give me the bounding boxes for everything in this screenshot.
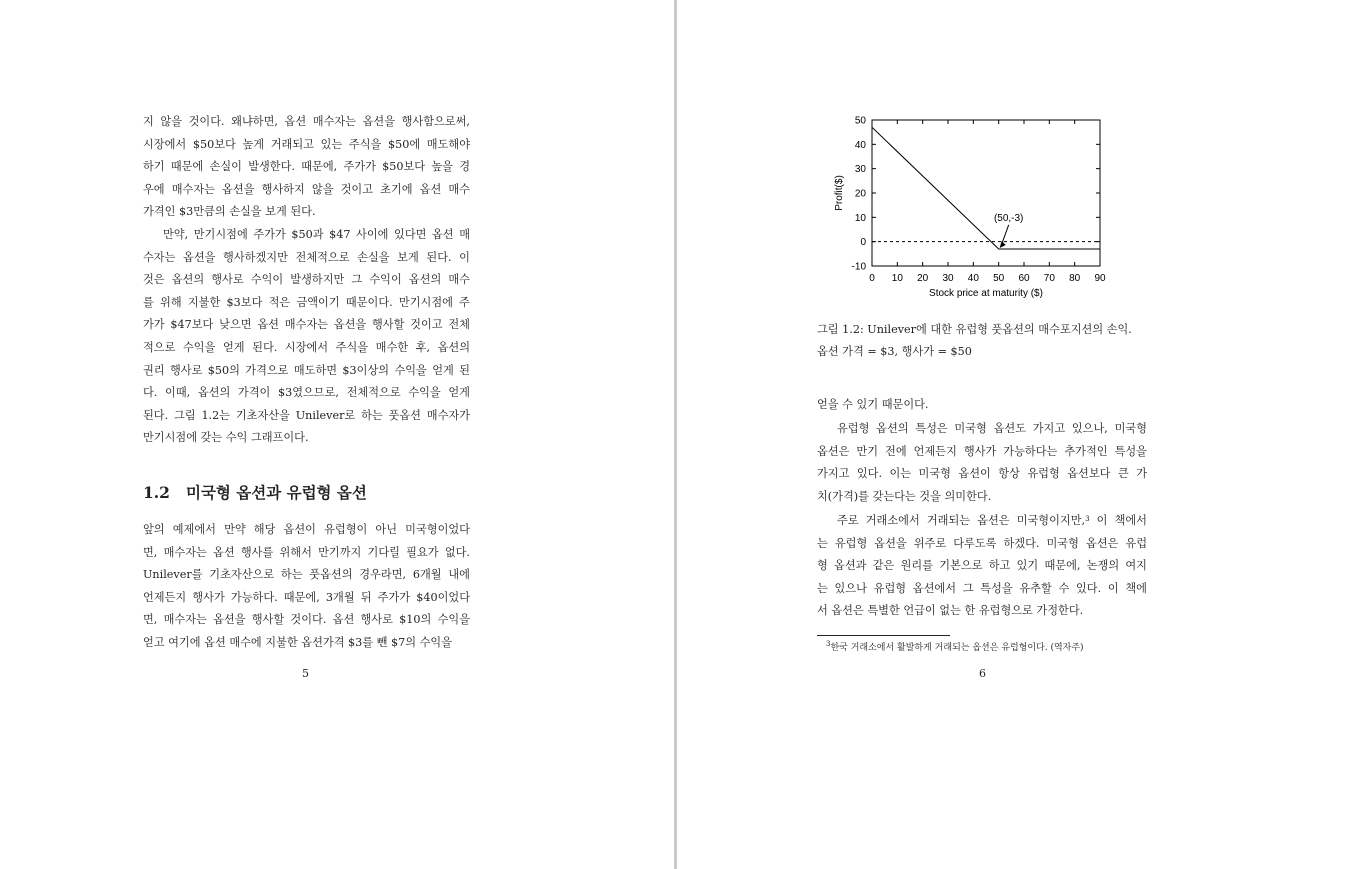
page-number-left: 5 [302, 667, 309, 680]
y-tick-label: 40 [854, 139, 866, 151]
rp3-line: 형 옵션과 같은 원리를 기본으로 하고 있기 때문에, 논쟁의 여지 [817, 559, 1147, 573]
rp3-line: 는 유럽형 옵션을 위주로 다루도록 하겠다. 미국형 옵션은 유럽 [817, 536, 1147, 550]
y-tick-label: 10 [854, 212, 866, 224]
section-title: 미국형 옵션과 유럽형 옵션 [185, 483, 367, 502]
annotation-label: (50,-3) [993, 212, 1024, 224]
y-tick-label: -10 [851, 261, 866, 273]
footnote-rule [817, 635, 950, 636]
profit-line [872, 127, 1100, 249]
right-paragraph-2 [817, 418, 1147, 508]
y-tick-label: 30 [854, 164, 866, 176]
rp2-line: 유럽형 옵션의 특성은 미국형 옵션도 가지고 있으나, 미국형 [837, 422, 1147, 435]
lp2-line: 권리 행사로 $50의 가격으로 매도하면 $3이상의 수익을 얻게 된 [143, 363, 470, 377]
lp3-line: Unilever를 기초자산으로 하는 풋옵션의 경우라면, 6개월 내에 [143, 568, 470, 582]
x-tick-label: 60 [1018, 273, 1030, 284]
x-tick-label: 80 [1069, 273, 1081, 284]
profit-chart [830, 108, 1120, 308]
lp1-line: 하기 때문에 손실이 발생한다. 때문에, 주가가 $50보다 높을 경 [143, 160, 470, 174]
x-axis-label: Stock price at maturity ($) [929, 288, 1043, 299]
x-tick-label: 0 [869, 273, 875, 284]
lp3-line: 앞의 예제에서 만약 해당 옵션이 유럽형이 아닌 미국형이었다 [143, 523, 470, 536]
lp2-line: 것은 옵션의 행사로 수익이 발생하지만 그 수익이 옵션의 매수 [143, 273, 470, 287]
x-tick-label: 30 [942, 273, 954, 284]
right-paragraph-3-line-1 [817, 510, 1147, 533]
footnote [826, 637, 1084, 655]
lp2-line: 다. 이때, 옵션의 가격이 $3였으므로, 전체적으로 수익을 얻게 [143, 386, 470, 400]
x-tick-label: 20 [917, 273, 929, 284]
lp1-line: 지 않을 것이다. 왜냐하면, 옵션 매수자는 옵션을 행사함으로써, [143, 115, 470, 128]
caption-line-1: 그림 1.2: Unilever에 대한 유럽형 풋옵션의 매수포지션의 손익. [817, 323, 1132, 336]
section-heading [143, 481, 367, 503]
x-tick-label: 10 [891, 273, 903, 284]
rp2-line: 치(가격)를 갖는다는 것을 의미한다. [817, 489, 992, 503]
left-paragraph-1 [143, 111, 470, 224]
lp3-line: 면, 매수자는 옵션을 행사할 것이다. 옵션 행사로 $10의 수익을 [143, 613, 470, 627]
right-paragraph-3-line-1-tail: 이 책에서 [1089, 514, 1147, 527]
right-paragraph-3-line-1-text: 주로 거래소에서 거래되는 옵션은 미국형이지만, [837, 514, 1086, 527]
x-tick-label: 90 [1094, 273, 1106, 284]
caption-line-2: 옵션 가격 = $3, 행사가 = $50 [817, 345, 972, 358]
left-paragraph-2 [143, 224, 470, 450]
plot-frame [872, 120, 1100, 266]
lp2-line: 적으로 수익을 얻게 된다. 시장에서 주식을 매수한 후, 옵션의 [143, 340, 470, 354]
x-tick-label: 50 [993, 273, 1005, 284]
lp2-line: 수자는 옵션을 행사하겠지만 전체적으로 손실을 보게 된다. 이 [143, 250, 470, 264]
lp1-line: 시장에서 $50보다 높게 거래되고 있는 주식을 $50에 매도해야 [143, 137, 470, 151]
lp2-line: 가가 $47보다 낮으면 옵션 매수자는 옵션을 행사할 것이고 전체 [143, 318, 470, 332]
lp1-line: 우에 매수자는 옵션을 행사하지 않을 것이고 초기에 옵션 매수 [143, 182, 470, 196]
lp3-line: 면, 매수자는 옵션 행사를 위해서 만기까지 기다릴 필요가 없다. [143, 545, 470, 559]
rp1-line: 얻을 수 있기 때문이다. [817, 398, 929, 411]
lp2-line: 만약, 만기시점에 주가가 $50과 $47 사이에 있다면 옵션 매 [163, 228, 470, 241]
rp3-line: 서 옵션은 특별한 언급이 없는 한 유럽형으로 가정한다. [817, 604, 1084, 618]
section-number: 1.2 [143, 483, 170, 502]
lp3-line: 얻고 여기에 옵션 매수에 지불한 옵션가격 $3를 뺀 $7의 수익을 [143, 635, 453, 649]
lp2-line: 를 위해 지불한 $3보다 적은 금액이기 때문이다. 만기시점에 주 [143, 295, 470, 309]
lp3-line: 언제든지 행사가 가능하다. 때문에, 3개월 뒤 주가가 $40이었다 [143, 590, 470, 604]
right-paragraph-3 [817, 510, 1147, 623]
left-paragraph-3 [143, 519, 470, 655]
figure-caption [817, 319, 1147, 363]
page-number-right: 6 [979, 667, 986, 680]
rp2-line: 가지고 있다. 이는 미국형 옵션이 항상 유럽형 옵션보다 큰 가 [817, 467, 1147, 481]
footnote-mark: 3 [826, 640, 831, 648]
rp2-line: 옵션은 만기 전에 언제든지 행사가 가능하다는 추가적인 특성을 [817, 444, 1147, 458]
y-tick-label: 50 [854, 115, 866, 127]
lp2-line: 만기시점에 갖는 수익 그래프이다. [143, 431, 309, 445]
x-tick-label: 40 [967, 273, 979, 284]
lp1-line: 가격인 $3만큼의 손실을 보게 된다. [143, 205, 316, 219]
right-paragraph-1 [817, 394, 1147, 417]
y-tick-label: 0 [860, 237, 866, 249]
lp2-line: 된다. 그림 1.2는 기초자산을 Unilever로 하는 풋옵션 매수자가 [143, 408, 470, 422]
rp3-line: 는 있으나 유럽형 옵션에서 그 특성을 유추할 수 있다. 이 책에 [817, 581, 1147, 595]
footnote-text: 한국 거래소에서 활발하게 거래되는 옵션은 유럽형이다. (역자주) [830, 643, 1084, 653]
y-axis-label: Profit($) [834, 175, 845, 211]
y-tick-label: 20 [854, 188, 866, 200]
x-tick-label: 70 [1043, 273, 1055, 284]
footnote-reference: 3 [1085, 515, 1090, 523]
